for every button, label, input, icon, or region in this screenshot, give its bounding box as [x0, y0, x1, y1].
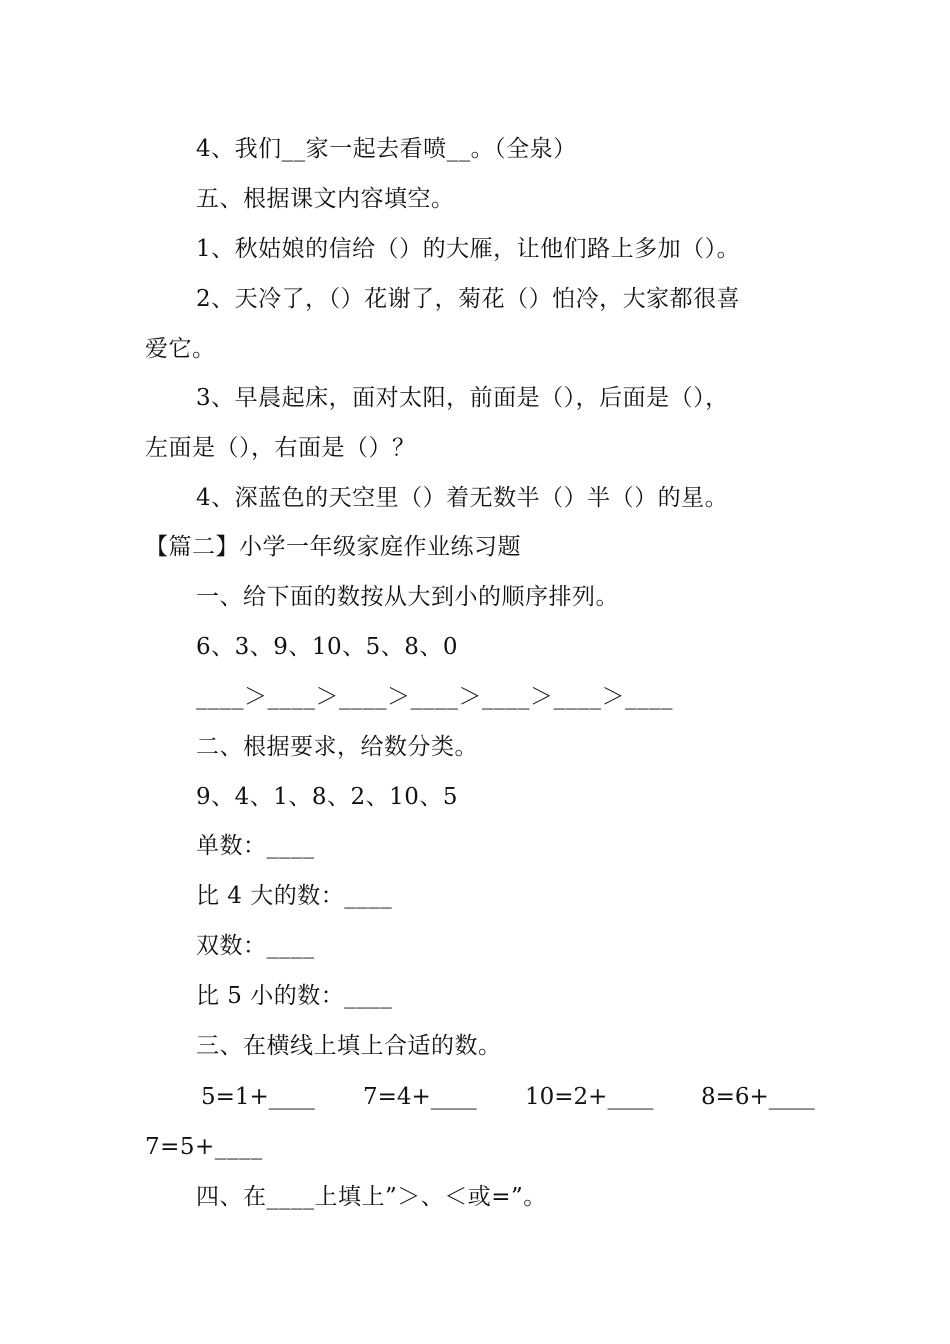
- text-line: 五、根据课文内容填空。: [196, 186, 455, 212]
- text-line: 比 5 小的数：____: [196, 983, 393, 1009]
- text-line: 双数：____: [196, 933, 315, 959]
- section-heading: 【篇二】小学一年级家庭作业练习题: [145, 534, 521, 560]
- equation: 10=2+____: [525, 1084, 654, 1110]
- text-line: 4、深蓝色的天空里（）着无数半（）半（）的星。: [196, 485, 729, 511]
- text-line: 4、我们__家一起去看喷__。（全泉）: [196, 136, 577, 162]
- equation: 8=6+____: [701, 1084, 815, 1110]
- text-line: 6、3、9、10、5、8、0: [196, 634, 459, 660]
- answer-blanks-line: ____＞____＞____＞____＞____＞____＞____: [196, 684, 673, 710]
- text-line: 爱它。: [145, 336, 216, 362]
- text-line: 四、在____上填上”＞、＜或=”。: [196, 1184, 547, 1210]
- text-line: 1、秋姑娘的信给（）的大雁，让他们路上多加（）。: [196, 236, 741, 262]
- text-line: 比 4 大的数：____: [196, 883, 393, 909]
- equation: 7=4+____: [363, 1084, 477, 1110]
- text-line: 左面是（），右面是（）？: [145, 435, 416, 461]
- text-line: 单数：____: [196, 833, 315, 859]
- text-line: 一、给下面的数按从大到小的顺序排列。: [196, 584, 619, 610]
- equation: 5=1+____: [201, 1084, 315, 1110]
- text-line: 2、天冷了，（）花谢了，菊花（）怕冷，大家都很喜: [196, 286, 741, 312]
- equation: 7=5+____: [145, 1134, 263, 1160]
- text-line: 9、4、1、8、2、10、5: [196, 784, 459, 810]
- text-line: 3、早晨起床，面对太阳，前面是（），后面是（），: [196, 385, 729, 411]
- text-line: 二、根据要求，给数分类。: [196, 734, 478, 760]
- text-line: 三、在横线上填上合适的数。: [196, 1033, 502, 1059]
